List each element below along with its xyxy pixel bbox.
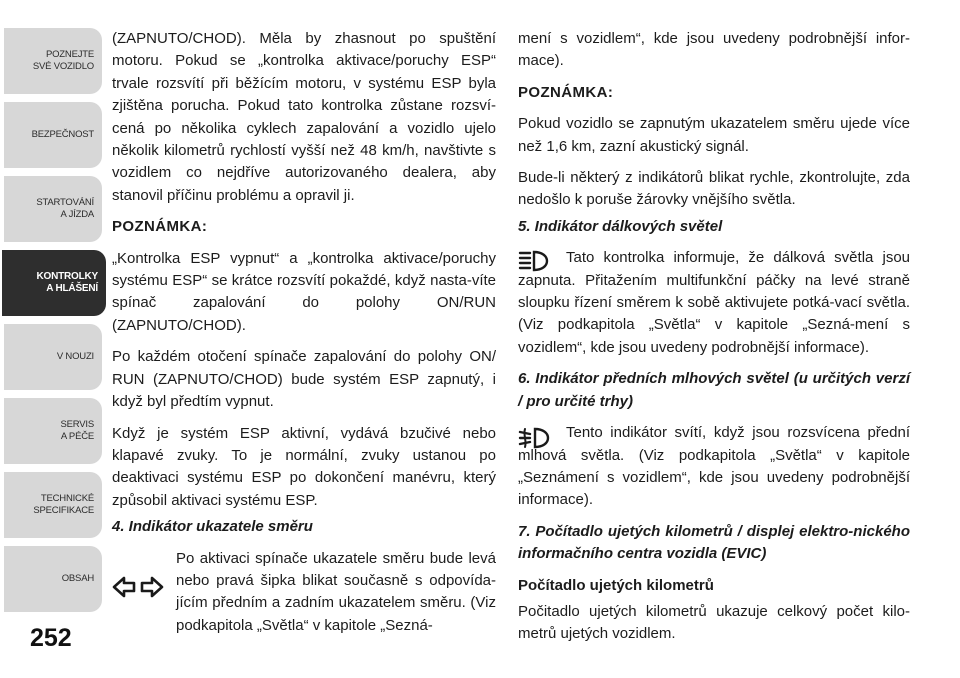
paragraph: mení s vozidlem“, kde jsou uvedeny podrobnější infor-mace). [518,30,910,70]
turn-signal-block [112,548,496,638]
tab-label: POZNEJTE [45,49,94,60]
tab-label: A HLÁŠENÍ [46,283,98,294]
section-heading: 7. Počítadlo ujetých kilometrů / displej elektro-nického informačního centra vozidla (EVIC) [518,522,910,563]
tab-label: STARTOVÁNÍ [36,197,94,208]
paragraph: Pokud vozidlo se zapnutým ukazatelem směru ujede více než 1,6 km, zazní akustický signál. [518,115,910,155]
section-heading: 6. Indikátor předních mlhových světel (u určitých verzí / pro určité trhy) [518,370,910,410]
paragraph: „Kontrolka ESP vypnut“ a „kontrolka aktivace/poruchy systému ESP“ se krátce rozsvítí pokaždé, když nasta-víte spínač zapalování do polohy ON/RUN (ZAPNUTO/CHOD). [112,249,496,334]
tab-v-nouzi[interactable] [4,324,102,390]
turn-signal-arrows-icon [112,574,164,600]
tab-poznejte-sve-vozidlo[interactable] [4,28,102,94]
tab-servis-a-pece[interactable] [4,398,102,464]
tab-label: KONTROLKY [36,271,98,282]
paragraph: Po aktivaci spínače ukazatele směru bude levá nebo pravá šipka blikat současně s odpovída-jícím předním a zadním ukazatelem směru. (Viz podkapitola „Světla“ v kapitole „Sezná- [176,549,496,634]
paragraph: Počitadlo ujetých kilometrů ukazuje celkový počet kilo-metrů ujetých vozidlem. [518,602,910,643]
section-heading: 5. Indikátor dálkových světel [518,217,723,235]
tab-kontrolky-a-hlaseni[interactable] [2,250,106,316]
tab-label: SPECIFIKACE [33,505,94,516]
high-beam-icon [518,249,550,273]
tab-bezpecnost[interactable] [4,102,102,168]
front-fog-light-icon [518,426,550,450]
tab-label: SERVIS [60,419,94,430]
tab-label: V NOUZI [56,351,94,362]
note-heading: POZNÁMKA: [112,218,208,236]
tab-label: SVÉ VOZIDLO [32,61,94,72]
tab-label: A JÍZDA [60,209,94,220]
tab-label: BEZPEČNOST [31,129,94,140]
tab-label: TECHNICKÉ [40,493,94,504]
note-heading: POZNÁMKA: [518,83,614,101]
paragraph: Po každém otočení spínače zapalování do polohy ON/ RUN (ZAPNUTO/CHOD) bude systém ESP zapnutý, i když byl předtím vypnut. [112,348,496,411]
tab-obsah[interactable] [4,546,102,612]
tab-label: OBSAH [61,573,94,584]
tab-technicke-specifikace[interactable] [4,472,102,538]
paragraph: Tento indikátor svítí, když jsou rozsvícena přední mlhová světla. (Viz podkapitola „Světla“ v kapitole „Seznámení s vozidlem“, kde jsou uvedeny podrobnější informace). [518,424,910,509]
right-column [518,28,910,655]
section-heading: 4. Indikátor ukazatele směru [112,518,313,536]
paragraph: Když je systém ESP aktivní, vydává bzučivé nebo klapavé zvuky. To je normální, zvuky ustanou po deaktivaci systému ESP po dokončení manévru, který způsobil aktivaci systému ESP. [112,424,496,509]
paragraph: Tato kontrolka informuje, že dálková světla jsou zapnuta. Přitažením multifunkční páčky na levé straně sloupku řízení směrem k sobě aktivujete potká-vací světla. (Viz podkapitola „Světla“ v kapitole „Sezná-mení s vozidlem“, kde jsou uvedeny podrobnější informace). [518,249,910,356]
subsection-heading: Počítadlo ujetých kilometrů [518,576,714,594]
paragraph: Bude-li některý z indikátorů blikat rychle, zkontrolujte, zda nedošlo k poruše žárovky vnějšího světla. [518,169,910,209]
page-number: 252 [30,624,72,652]
tab-label: A PÉČE [60,431,94,442]
tab-startovani-a-jizda[interactable] [4,176,102,242]
chapter-tabs [0,0,104,678]
fog-light-block [518,422,910,512]
left-column [112,28,496,646]
paragraph: (ZAPNUTO/CHOD). Měla by zhasnout po spuštění motoru. Pokud se „kontrolka aktivace/poruchy ESP“ trvale rozsvítí při běžícím motoru, v systému ESP byla zjištěna porucha. Pokud tato kontrolka zůstane rozsví-cená po několika cyklech zapalování a vozidlo ujelo několik kilometrů rychlostí vyšší než 48 km/h, navštivte s vozidlem co nejdříve autorizovaného dealera, aby stanovil příčinu problému a opravil ji. [112,30,496,204]
high-beam-block [518,247,910,359]
